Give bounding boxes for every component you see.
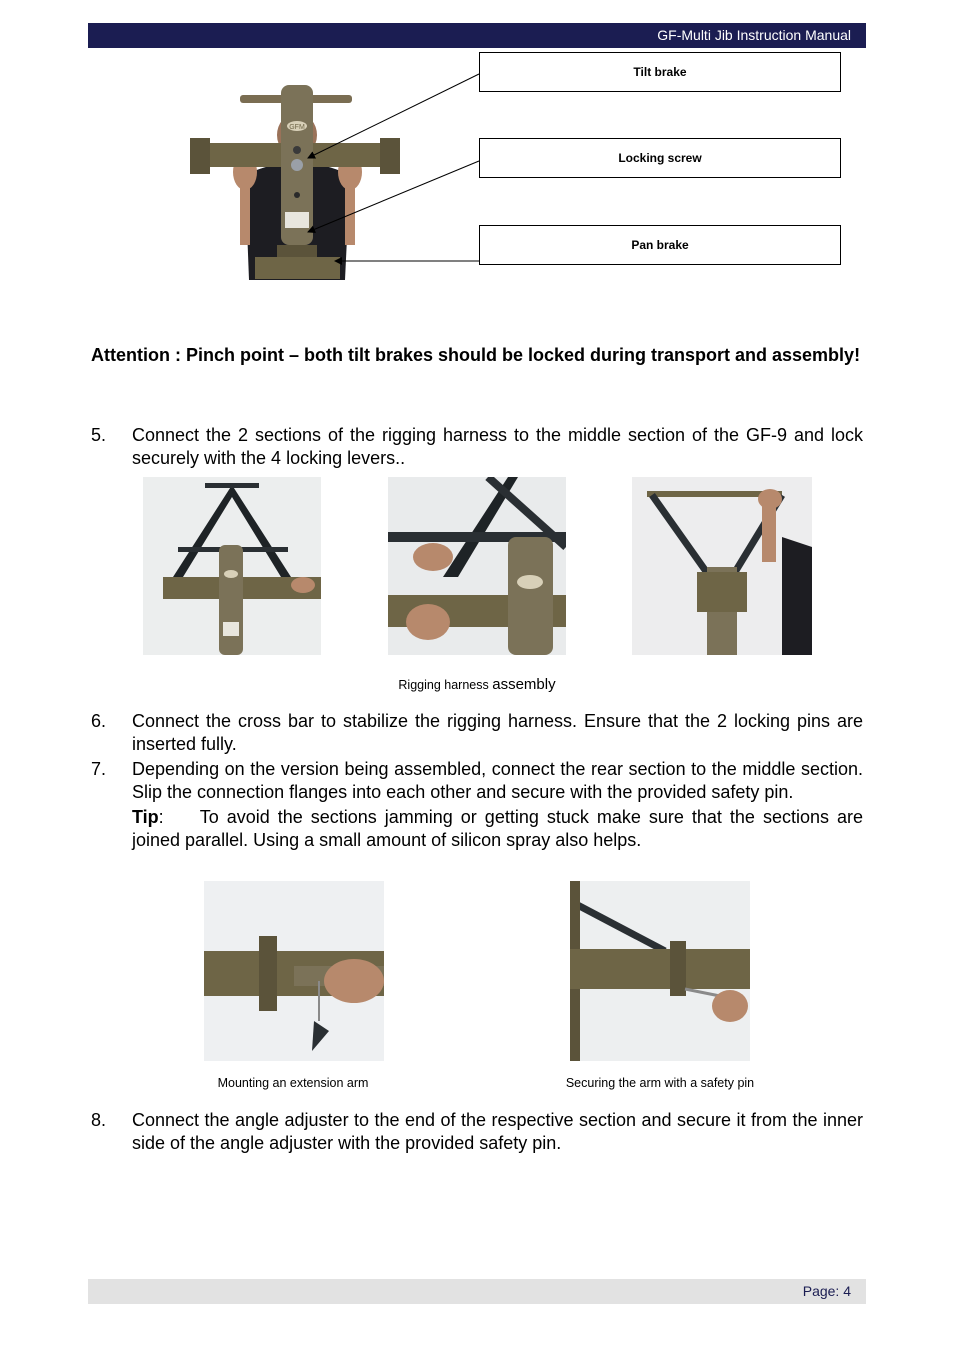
- mounting-photo: [204, 881, 384, 1061]
- step-8: [91, 1109, 863, 1154]
- step-6: [91, 710, 863, 755]
- caption-small: Rigging harness: [398, 678, 489, 692]
- step-text: Connect the angle adjuster to the end of the respective section and secure it from the inner side of the angle adjuster with the provided safety pin.: [132, 1110, 863, 1153]
- callout-tilt-brake: Tilt brake: [479, 52, 841, 92]
- step-number: 6.: [91, 711, 107, 731]
- attention-warning: Attention : Pinch point – both tilt brakes should be locked during transport and assembly!: [91, 345, 861, 365]
- footer-bar: [88, 1279, 866, 1304]
- manual-title: GF-Multi Jib Instruction Manual: [657, 27, 851, 43]
- callout-lines: [300, 60, 485, 270]
- step-text: Connect the 2 sections of the rigging harness to the middle section of the GF-9 and lock securely with the 4 locking levers..: [132, 425, 863, 468]
- securing-photo: [570, 881, 750, 1061]
- step-number: 5.: [91, 425, 107, 445]
- header-bar: [88, 23, 866, 48]
- step-text: Connect the cross bar to stabilize the rigging harness. Ensure that the 2 locking pins are inserted fully.: [132, 711, 863, 754]
- rigging-photo-3: [632, 477, 812, 655]
- step-5: [91, 424, 863, 469]
- page-number: Page: 4: [802, 1283, 851, 1299]
- rigging-photo-2: [388, 477, 566, 655]
- tip-label: Tip: [132, 807, 159, 827]
- step-number: 8.: [91, 1110, 107, 1130]
- tip: Tip: To avoid the sections jamming or getting stuck make sure that the sections are joined parallel. Using a small amount of silicon spray also helps.: [132, 807, 863, 850]
- step-7: [91, 758, 863, 851]
- rigging-photo-1: [143, 477, 321, 655]
- mast-logo: GFM: [289, 124, 305, 131]
- tip-text: To avoid the sections jamming or getting stuck make sure that the sections are joined parallel. Using a small amount of silicon spray also helps.: [132, 807, 863, 850]
- callout-locking-screw: Locking screw: [479, 138, 841, 178]
- caption-large: assembly: [492, 676, 556, 693]
- mounting-caption: Mounting an extension arm: [217, 1076, 369, 1090]
- securing-caption: Securing the arm with a safety pin: [565, 1076, 755, 1090]
- callout-pan-brake: Pan brake: [479, 225, 841, 265]
- step-text: Depending on the version being assembled, connect the rear section to the middle section. Slip the connection flanges into each other and secure with the provided safety pin.: [132, 759, 863, 802]
- step-number: 7.: [91, 759, 107, 779]
- rigging-caption: [330, 676, 624, 693]
